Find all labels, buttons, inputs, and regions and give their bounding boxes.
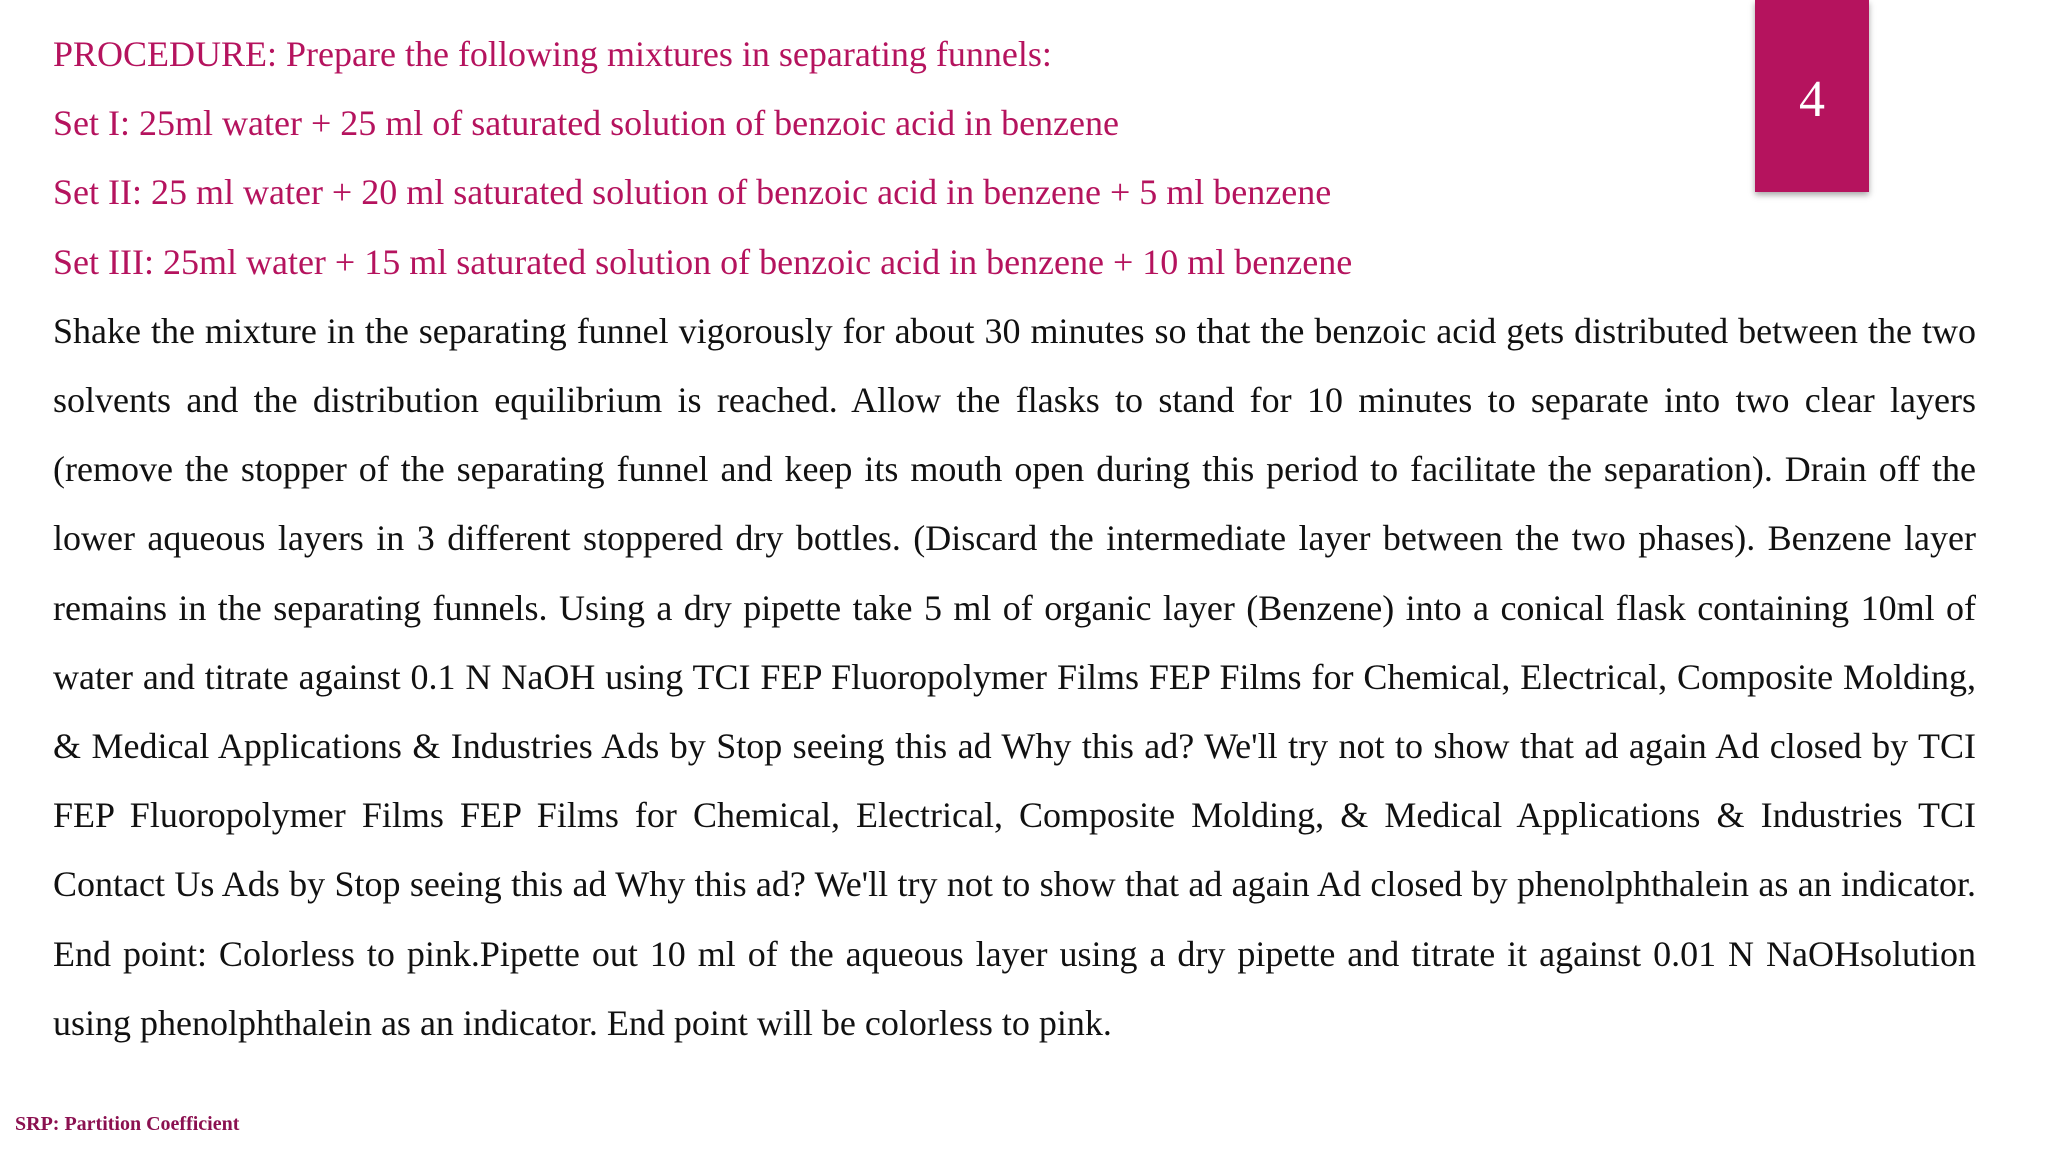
procedure-body-paragraph: Shake the mixture in the separating funnel vigorously for about 30 minutes so that the benzoic acid gets distributed between the two solvents and the distribution equilibrium is reached. Allow the flasks to stand for 10 minutes to separate into two clear layers (remove the stopper of the separating funnel and keep its mouth open during this period to facilitate the separation). Drain off the lower aqueous layers in 3 different stoppered dry bottles. (Discard the intermediate layer between the two phases). Benzene layer remains in the separating funnels. Using a dry pipette take 5 ml of organic layer (Benzene) into a conical flask containing 10ml of water and titrate against 0.1 N NaOH using TCI FEP Fluoropolymer Films FEP Films for Chemical, Electrical, Composite Molding, & Medical Applications & Industries Ads by Stop seeing this ad Why this ad? We'll try not to show that ad again Ad closed by TCI FEP Fluoropolymer Films FEP Films for Chemical, Electrical, Composite Molding, & Medical Applications & Industries TCI Contact Us Ads by Stop seeing this ad Why this ad? We'll try not to show that ad again Ad closed by phenolphthalein as an indicator. End point: Colorless to pink.Pipette out 10 ml of the aqueous layer using a dry pipette and titrate it against 0.01 N NaOHsolution using phenolphthalein as an indicator. End point will be colorless to pink. bbox=[53, 310, 1976, 1043]
set-2-line: Set II: 25 ml water + 20 ml saturated solution of benzoic acid in benzene + 5 ml benzene bbox=[53, 172, 1332, 213]
procedure-heading: PROCEDURE: Prepare the following mixtures in separating funnels: bbox=[53, 34, 1052, 74]
slide-footer: SRP: Partition Coefficient bbox=[15, 1113, 240, 1135]
slide-content bbox=[53, 20, 1976, 1058]
set-3-line: Set III: 25ml water + 15 ml saturated solution of benzoic acid in benzene + 10 ml benzene bbox=[53, 241, 1353, 282]
page-number: 4 bbox=[1799, 71, 1825, 128]
set-1-line: Set I: 25ml water + 25 ml of saturated solution of benzoic acid in benzene bbox=[53, 103, 1119, 144]
